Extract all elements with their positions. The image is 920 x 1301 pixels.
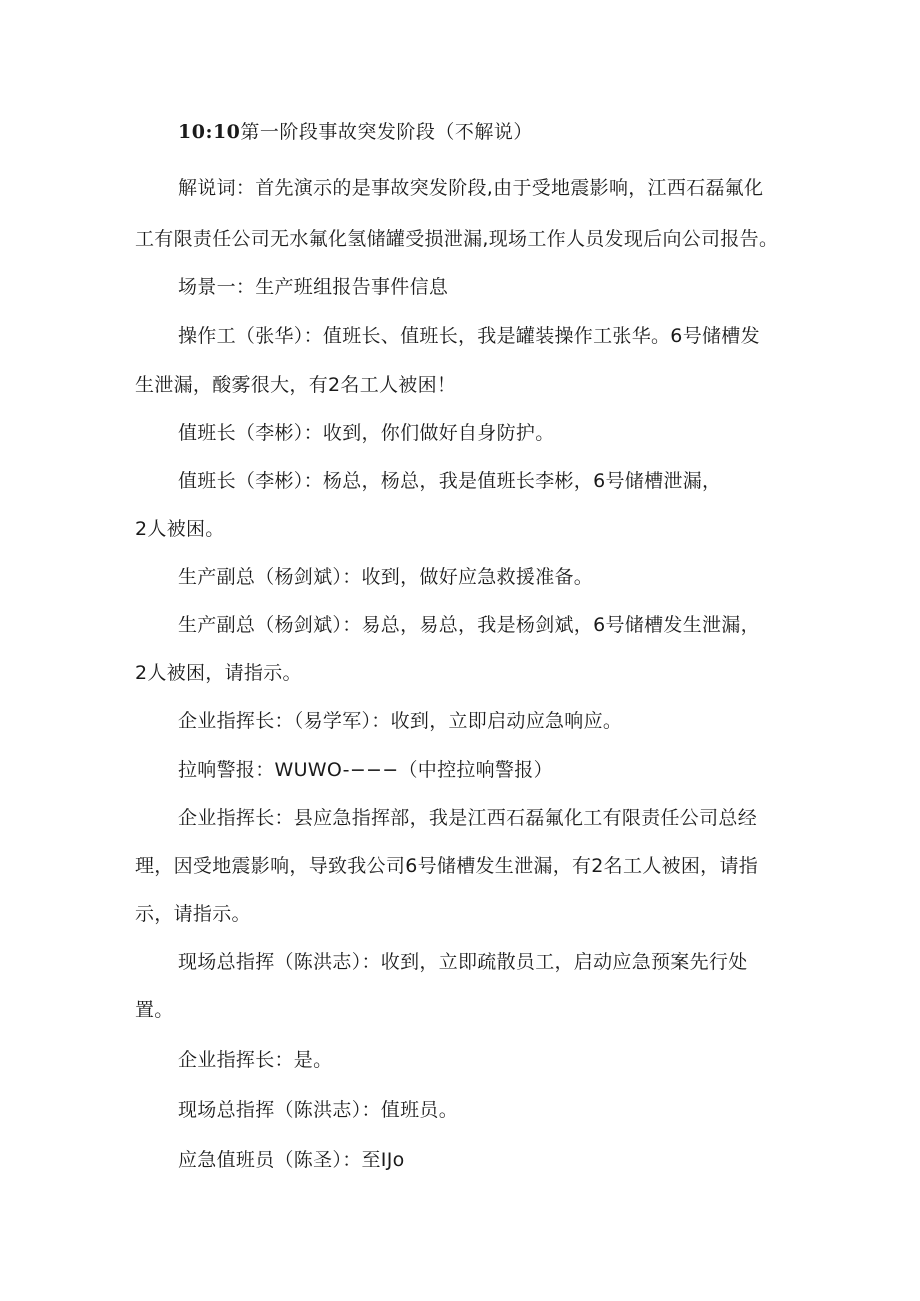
dialogue-line: 生产副总（杨剑斌）：易总，易总，我是杨剑斌，6号储槽发生泄漏， bbox=[178, 614, 760, 636]
heading-time: 10:10 bbox=[178, 121, 241, 143]
dialogue-line: 应急值班员（陈圣）：至IJo bbox=[178, 1149, 405, 1171]
dialogue-line: 示，请指示。 bbox=[135, 903, 251, 925]
dialogue-line: 现场总指挥（陈洪志）：值班员。 bbox=[178, 1099, 459, 1121]
dialogue-line: 值班长（李彬）：杨总，杨总，我是值班长李彬，6号储槽泄漏， bbox=[178, 470, 722, 492]
narration-line-2: 工有限责任公司无水氟化氢储罐受损泄漏,现场工作人员发现后向公司报告。 bbox=[135, 228, 779, 250]
narration-line-1: 解说词：首先演示的是事故突发阶段,由于受地震影响，江西石磊氟化 bbox=[178, 177, 764, 199]
dialogue-line: 置。 bbox=[135, 999, 174, 1021]
dialogue-line: 企业指挥长：（易学军）：收到，立即启动应急响应。 bbox=[178, 710, 623, 732]
dialogue-line: 操作工（张华）：值班长、值班长，我是罐装操作工张华。6号储槽发 bbox=[178, 325, 760, 347]
section-heading bbox=[178, 119, 533, 145]
heading-text: 第一阶段事故突发阶段（不解说） bbox=[240, 121, 533, 143]
dialogue-line: 值班长（李彬）：收到，你们做好自身防护。 bbox=[178, 422, 555, 444]
dialogue-line: 生泄漏，酸雾很大，有2名工人被困！ bbox=[135, 374, 457, 396]
dialogue-line: 生产副总（杨剑斌）：收到，做好应急救援准备。 bbox=[178, 566, 594, 588]
dialogue-line: 企业指挥长：是。 bbox=[178, 1049, 333, 1071]
dialogue-line: 理，因受地震影响，导致我公司6号储槽发生泄漏，有2名工人被困，请指 bbox=[135, 855, 759, 877]
dialogue-line: 2人被困，请指示。 bbox=[135, 662, 302, 684]
dialogue-line: 现场总指挥（陈洪志）：收到，立即疏散员工，启动应急预案先行处 bbox=[178, 951, 748, 973]
scene-title: 场景一：生产班组报告事件信息 bbox=[178, 276, 449, 298]
dialogue-line: 企业指挥长：县应急指挥部，我是江西石磊氟化工有限责任公司总经 bbox=[178, 807, 758, 829]
dialogue-line: 2人被困。 bbox=[135, 518, 225, 540]
alarm-line: 拉响警报：WUWO-−−−（中控拉响警报） bbox=[178, 759, 553, 781]
